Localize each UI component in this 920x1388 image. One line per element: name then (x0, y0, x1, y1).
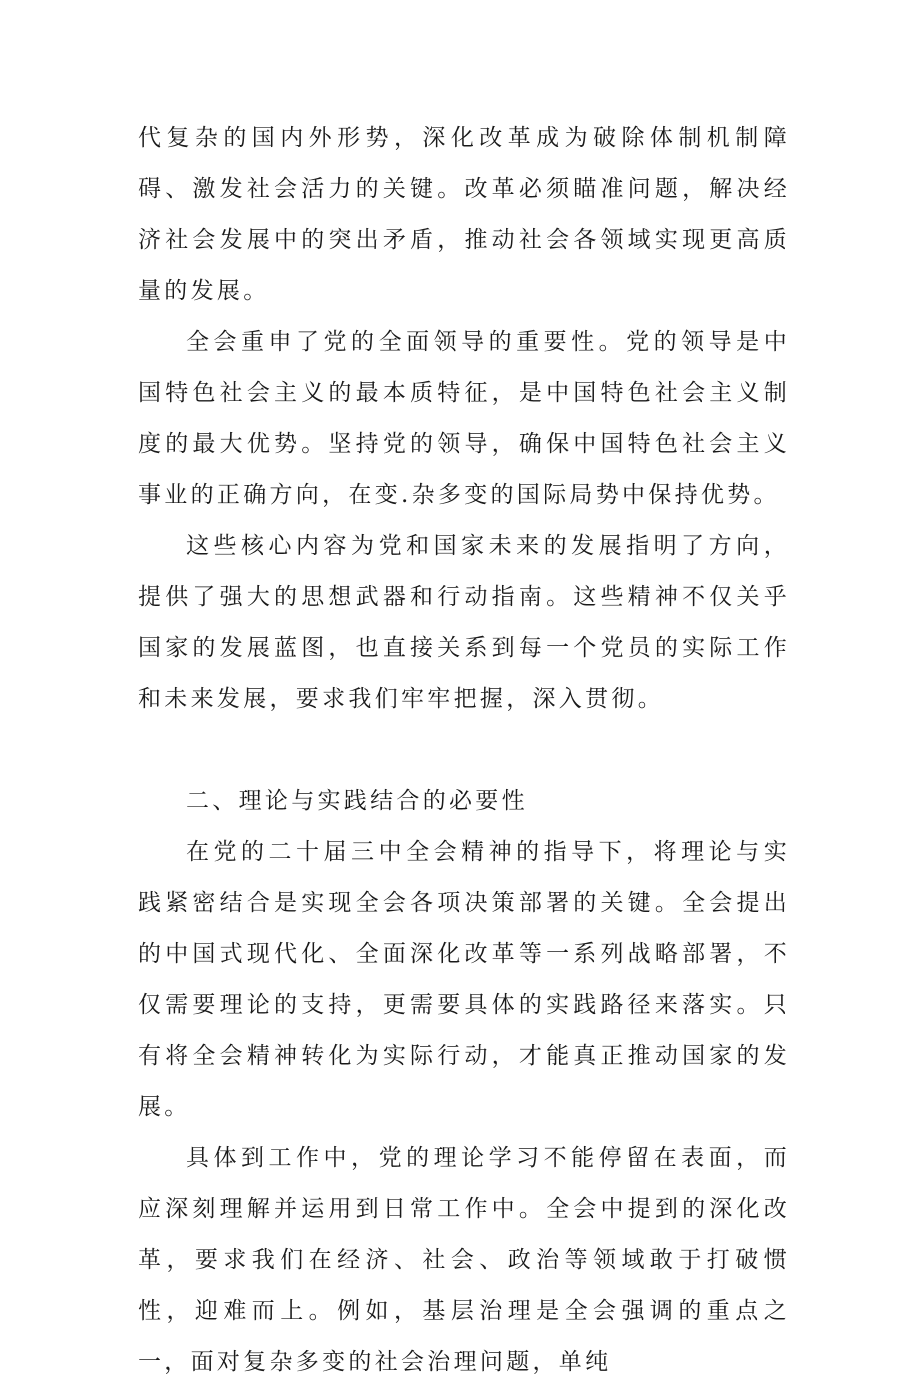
document-body (138, 113, 790, 1388)
section-heading: 二、理论与实践结合的必要性 (186, 788, 528, 814)
paragraph-work-application: 具体到工作中，党的理论学习不能停留在表面，而应深刻理解并运用到日常工作中。全会中提到的深化改革，要求我们在经济、社会、政治等领域敢于打破惯性，迎难而上。例如，基层治理是全会强调的重点之一，面对复杂多变的社会治理问题，单纯 (138, 1145, 790, 1375)
paragraph-core-content: 这些核心内容为党和国家未来的发展指明了方向，提供了强大的思想武器和行动指南。这些精神不仅关乎国家的发展蓝图，也直接关系到每一个党员的实际工作和未来发展，要求我们牢牢把握，深入贯彻。 (138, 533, 790, 712)
paragraph-party-leadership: 全会重申了党的全面领导的重要性。党的领导是中国特色社会主义的最本质特征，是中国特色社会主义制度的最大优势。坚持党的领导，确保中国特色社会主义事业的正确方向，在变.杂多变的国际局势中保持优势。 (138, 329, 790, 508)
paragraph-continuation: 代复杂的国内外形势，深化改革成为破除体制机制障碍、激发社会活力的关键。改革必须瞄准问题，解决经济社会发展中的突出矛盾，推动社会各领域实现更高质量的发展。 (138, 125, 790, 304)
paragraph-theory-practice: 在党的二十届三中全会精神的指导下，将理论与实践紧密结合是实现全会各项决策部署的关键。全会提出的中国式现代化、全面深化改革等一系列战略部署，不仅需要理论的支持，更需要具体的实践路径来落实。只有将全会精神转化为实际行动，才能真正推动国家的发展。 (138, 839, 790, 1120)
